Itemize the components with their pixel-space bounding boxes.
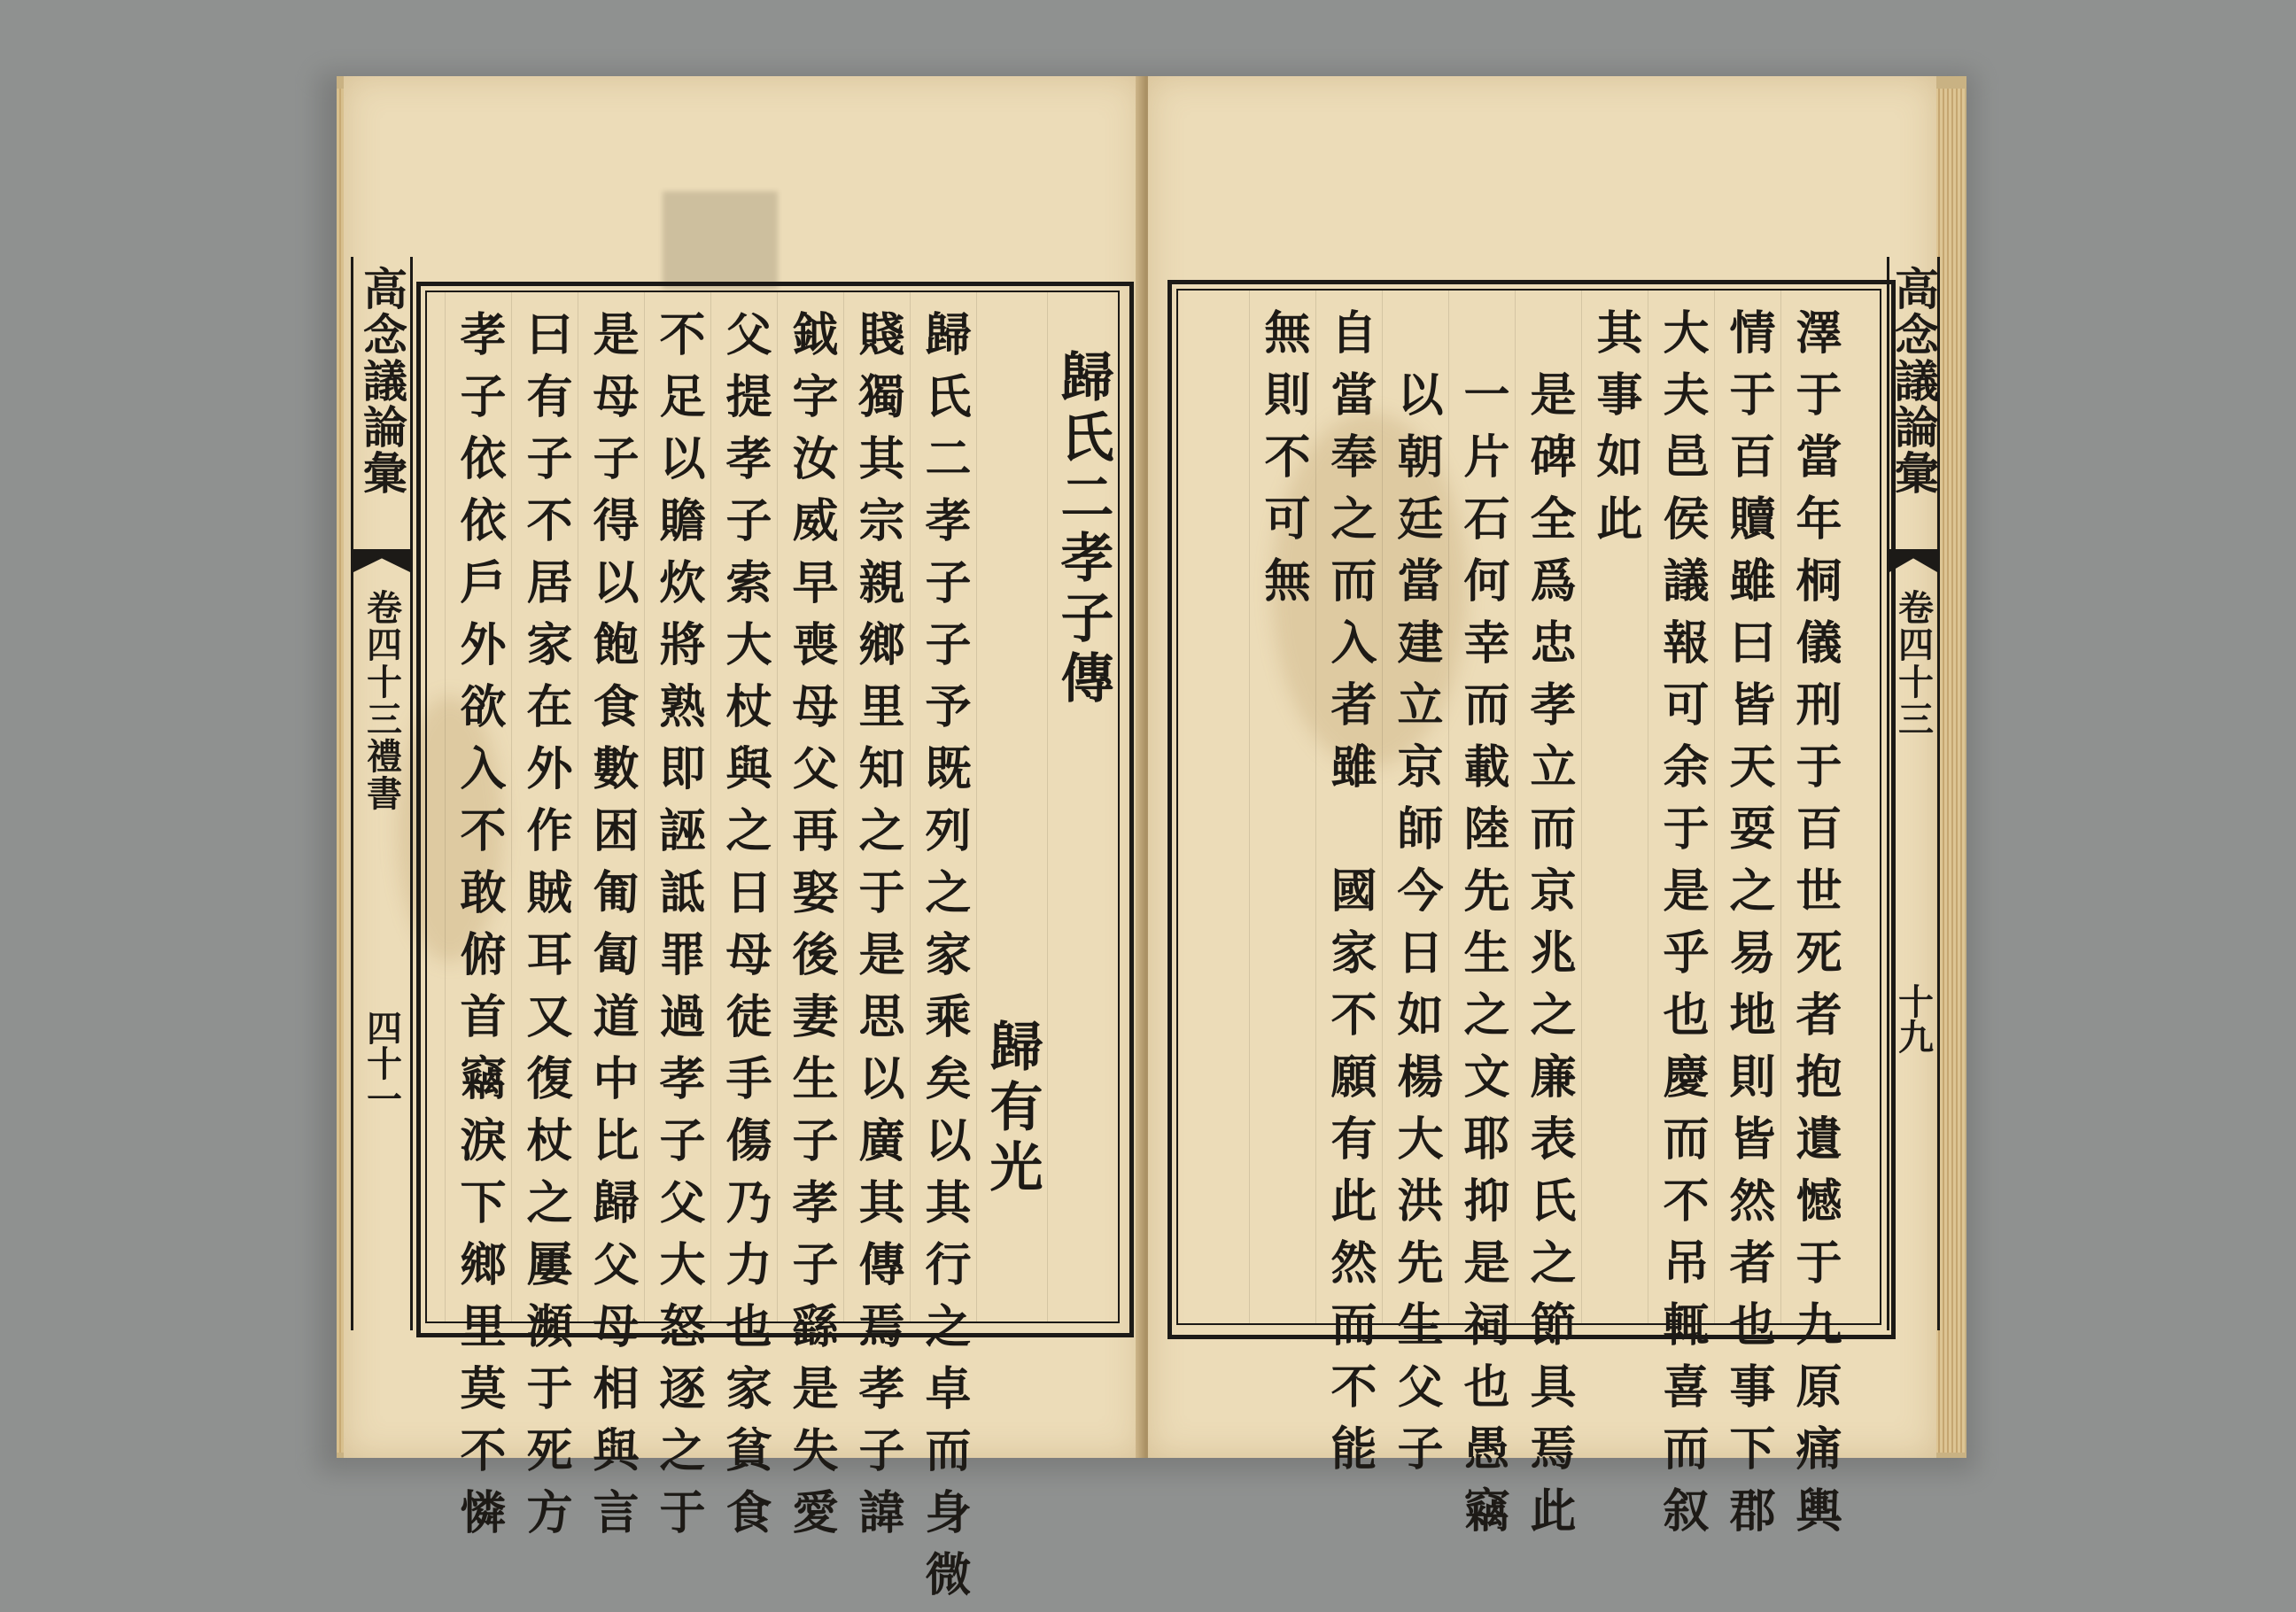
text-column — [1648, 291, 1714, 1548]
fish-tail-mark — [353, 549, 410, 572]
column-text: 無則不可無 — [1256, 308, 1310, 618]
column-text: 歸氏二孝子傳 — [1051, 349, 1114, 710]
column-text: 曰有子不居家在外作賊耳又復杖之屢瀕于死方 — [518, 310, 572, 1550]
column-text: 自當奉之而入者雖 國家不願有此然而不能 — [1323, 308, 1377, 1486]
right-page-text-block — [1176, 289, 1881, 1548]
banner-title: 高念議論彙 — [1888, 266, 1940, 496]
text-column — [1515, 291, 1581, 1548]
text-column — [511, 292, 578, 1550]
ink-smudge — [663, 191, 778, 289]
text-column — [578, 292, 644, 1550]
text-column — [644, 292, 710, 1550]
column-text: 情于百贖雖曰皆天耍之易地則皆然者也事下郡 — [1721, 308, 1775, 1548]
text-column — [1249, 291, 1315, 1323]
text-column — [710, 292, 777, 1550]
column-text: 鉞字汝威早喪母父再娶後妻生子孝子繇是失愛 — [784, 310, 838, 1550]
text-column — [1047, 292, 1118, 1321]
banner-page-number: 四十一 — [361, 1010, 403, 1116]
text-column — [1714, 291, 1780, 1548]
column-text: 一片石何幸而載陸先生之文耶抑是祠也愚竊 — [1455, 370, 1509, 1548]
banner-volume: 卷四十三禮書 — [361, 589, 403, 812]
column-text: 歸有光 — [981, 1019, 1043, 1199]
column-text: 歸氏二孝子子予既列之家乘矣以其行之卓而身微 — [917, 310, 971, 1612]
fish-tail-mark — [1889, 549, 1937, 572]
text-column — [1315, 291, 1382, 1486]
column-text: 父提孝子索大杖與之日母徒手傷乃力也家貧食 — [718, 310, 772, 1550]
right-page-banner — [1887, 257, 1940, 1330]
text-column — [843, 292, 910, 1550]
text-column — [910, 292, 976, 1612]
text-column — [777, 292, 843, 1550]
text-column — [1448, 291, 1515, 1548]
column-text: 以朝廷當建立京師今日如楊大洪先生父子 — [1389, 370, 1443, 1486]
column-text: 不足以贍炊將熟即誣詆罪過孝子父大怒逐之于 — [651, 310, 705, 1550]
column-text: 賤獨其宗親鄉里知之于是思以廣其傳焉孝子諱 — [850, 310, 904, 1550]
column-text: 是碑全爲忠孝立而京兆之廉表氏之節具焉此 — [1522, 370, 1576, 1548]
banner-page-number: 十九 — [1892, 983, 1935, 1054]
banner-title: 高念議論彙 — [356, 266, 408, 496]
text-column — [976, 292, 1047, 1321]
left-page-text-block — [425, 291, 1120, 1612]
column-text: 其事如此 — [1588, 308, 1642, 556]
left-page-banner — [351, 257, 413, 1330]
text-column — [1581, 291, 1648, 1323]
banner-volume: 卷四十三 — [1892, 589, 1935, 738]
text-column — [1382, 291, 1448, 1486]
text-column — [1780, 291, 1847, 1548]
column-text: 澤于當年桐儀刑于百世死者抱遺憾于九原痛輿 — [1788, 308, 1842, 1548]
column-text: 孝子依依戶外欲入不敢俯首竊淚下鄉里莫不憐 — [452, 310, 506, 1550]
text-column — [445, 292, 511, 1550]
column-text: 大夫邑侯議報可余于是乎也慶而不吊輒喜而叙 — [1655, 308, 1709, 1548]
column-text: 是母子得以飽食數困匍匐道中比歸父母相與言 — [585, 310, 639, 1550]
